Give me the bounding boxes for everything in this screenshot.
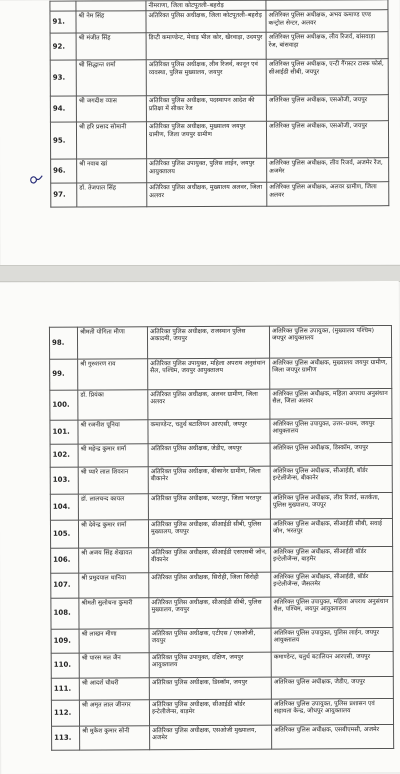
serial-number: 111. — [51, 678, 79, 700]
officer-name: श्री मुकेश कुमार सोनी — [80, 726, 150, 750]
officer-name: श्री रजनीश पूनिया — [78, 420, 148, 444]
current-posting: अतिरिक्त पुलिस अधीक्षक, मुख्यालय अलवर, जिला अलवर — [147, 183, 267, 208]
serial-number: 102. — [50, 444, 78, 467]
current-posting: अतिरिक्त पुलिस अधीक्षक, भरतपुर, जिला भरतपुर — [148, 493, 270, 520]
serial-number: 101. — [50, 420, 78, 444]
table-row — [51, 182, 389, 207]
new-posting: अतिरिक्त पुलिस अधीक्षक, लीव रिजर्व, अजमेर रेंज, अजमेर — [267, 158, 389, 183]
officer-name: डॉ. प्रियंका — [78, 390, 148, 420]
current-posting: अतिरिक्त पुलिस अधीक्षक, सीआईडी सीबी, पुलिस मुख्यालय, जयपुर — [148, 519, 270, 548]
current-posting: अतिरिक्त पुलिस अधीक्षक, जेडीए, जयपुर — [148, 443, 270, 467]
table-row — [50, 95, 388, 122]
current-posting: अतिरिक्त पुलिस अधीक्षक, लीव रिजर्व, कानून एवं व्यवस्था, पुलिस मुख्यालय, जयपुर — [146, 60, 266, 97]
new-posting: अतिरिक्त पुलिस अधीक्षक, एन्टी गैंगस्टर टास्क फोर्स, सीआईडी सीबी, जयपुर — [266, 59, 388, 96]
new-posting: अतिरिक्त पुलिस अधीक्षक, मुख्यालय जयपुर ग्रामीण, जिला जयपुर ग्रामीण — [270, 357, 392, 389]
handwritten-mark — [28, 173, 44, 187]
new-posting: अतिरिक्त पुलिस अधीक्षक, एसबीएमसी, अजमेर — [272, 724, 394, 749]
table-row — [50, 357, 392, 390]
current-posting: कमाण्डेन्ट, चतुर्थ बटालियन आरएसी, जयपुर — [148, 419, 270, 444]
new-posting: अतिरिक्त पुलिस उपायुक्त, पुलिस प्रशासन एवं सहायता केन्द्र, जोधपुर आयुक्तालय — [271, 698, 393, 725]
table-row — [50, 518, 392, 548]
serial-number: 99. — [50, 359, 78, 390]
table-row — [51, 676, 393, 700]
officer-name: श्री अमृत लाल जीनगर — [79, 700, 149, 726]
transfer-table-2 — [49, 325, 394, 751]
current-posting: अतिरिक्त पुलिस उपायुक्त, महिला अपराध अनुसंधान सैल, पश्चिम, जयपुर आयुक्तालय — [148, 358, 270, 390]
new-posting: अतिरिक्त पुलिस अधीक्षक, डिस्कॉम, जयपुर — [270, 442, 392, 466]
serial-number: 110. — [51, 653, 79, 678]
new-posting: अतिरिक्त पुलिस अधीक्षक, लीव रिजर्व, बांसवाड़ा रेंज, बांसवाड़ा — [266, 32, 388, 60]
serial-number: 108. — [51, 598, 79, 629]
current-posting: अतिरिक्त पुलिस अधीक्षक, मुख्यालय जयपुर ग्रामीण, जिला जयपुर ग्रामीण — [146, 122, 266, 160]
new-posting: अतिरिक्त पुलिस अधीक्षक, एसओजी, जयपुर — [266, 121, 388, 159]
serial-number: 91. — [50, 11, 76, 33]
current-posting: अतिरिक्त पुलिस अधीक्षक, डिस्कॉम, जयपुर — [149, 677, 271, 700]
officer-name: श्री महेन्द्र कुमार शर्मा — [78, 444, 148, 467]
officer-name: श्रीमती योगिता मीणा — [77, 327, 147, 359]
current-posting: अतिरिक्त पुलिस उपायुक्त, दक्षिण, जयपुर आयुक्तालय — [149, 652, 271, 678]
serial-number: 96. — [51, 159, 77, 183]
new-posting: अतिरिक्त पुलिस अधीक्षक, सीआईडी, बॉर्डर इन्टेलीजेन्स, जैसलमेर — [271, 571, 393, 597]
table-row — [51, 651, 393, 678]
officer-name: श्री जगदीश व्यास — [76, 96, 146, 122]
table-row — [49, 325, 391, 359]
officer-name: श्रीमती सुलोचना कुमारी — [79, 598, 149, 629]
serial-number: 94. — [50, 96, 76, 122]
officer-name: श्री प्यारे लाल शिवरान — [78, 467, 148, 494]
serial-number: 104. — [50, 494, 78, 520]
new-posting: अतिरिक्त पुलिस अधीक्षक, महिला अपराध अनुसंधान सैल, जिला अलवर — [270, 388, 392, 419]
new-posting: अतिरिक्त पुलिस अधीक्षक, अभय कमाण्ड एण्ड कन्ट्रोल सेन्टर, अलवर — [266, 10, 388, 33]
serial-number: 103. — [50, 467, 78, 494]
current-posting: नीमराणा, जिला कोटपूतली–बहरोड़ — [146, 0, 266, 11]
serial-number: 97. — [51, 183, 77, 207]
officer-name: श्री पारस मल जैन — [79, 653, 149, 678]
officer-name: श्री प्रमुदयाल धानिया — [79, 573, 149, 598]
table-row — [51, 627, 393, 653]
table-row — [51, 546, 393, 573]
current-posting: अतिरिक्त पुलिस अधीक्षक, एटीएस / एसओजी, जयपुर — [149, 628, 271, 653]
current-posting: अतिरिक्त पुलिस अधीक्षक, सीआईडी एसएसबी जोन, बीकानेर — [149, 547, 271, 573]
new-posting: अतिरिक्त पुलिस अधीक्षक, जेडीए, जयपुर — [271, 676, 393, 699]
officer-name: डॉ. तेजपाल सिंह — [77, 183, 147, 207]
new-posting: अतिरिक्त पुलिस अधीक्षक, अलवर ग्रामीण, जिला अलवर — [267, 182, 389, 207]
serial-number: 107. — [51, 573, 79, 598]
officer-name: डॉ. लालचन्द कायल — [78, 494, 148, 520]
officer-name: श्री अजय सिंह शेखावत — [79, 548, 149, 573]
new-posting: अतिरिक्त पुलिस अधीक्षक, एसओजी, जयपुर — [266, 95, 388, 122]
officer-name: श्री सिद्धान्त शर्मा — [76, 60, 146, 96]
table-row — [50, 418, 392, 444]
serial-number: 112. — [51, 700, 79, 726]
current-posting: अतिरिक्त पुलिस अधीक्षक, सिरोही, जिला सिरोही — [149, 572, 271, 598]
table-row — [50, 10, 388, 33]
current-posting: अतिरिक्त पुलिस अधीक्षक, पदस्थापन आदेश की प्रतिक्षा में सीकर रेंज — [146, 96, 266, 123]
document-page-1 — [0, 0, 400, 266]
document-page-2 — [0, 281, 400, 774]
current-posting: अतिरिक्त पुलिस अधीक्षक, राजस्थान पुलिस अकादमी, जयपुर — [147, 326, 269, 359]
serial-number — [50, 1, 76, 12]
new-posting: अतिरिक्त पुलिस अधीक्षक, सीआईडी बॉर्डर इन्टेलीजेन्स, बाड़मेर — [271, 546, 393, 572]
table-row — [50, 32, 388, 60]
table-row — [50, 121, 388, 159]
serial-number: 105. — [50, 520, 78, 548]
new-posting: कमाण्डेन्ट, चतुर्थ बटालियन आरएसी, जयपुर — [271, 651, 393, 677]
current-posting: अतिरिक्त पुलिस उपायुक्त, पुलिस लाईन, जयपुर आयुक्तालय — [147, 159, 267, 184]
serial-number: 109. — [51, 629, 79, 653]
new-posting: अतिरिक्त पुलिस अधीक्षक, सीआईडी सीबी, सवाई जोन, भरतपुर — [270, 518, 392, 547]
new-posting: अतिरिक्त पुलिस अधीक्षक, लीव रिजर्व, सतर्कता, पुलिस मुख्यालय, जयपुर — [270, 492, 392, 519]
officer-name: श्री देवेन्द्र कुमार शर्मा — [78, 520, 148, 548]
new-posting: अतिरिक्त पुलिस उपायुक्त, उत्तर–प्रथम, जयपुर आयुक्तालय — [270, 418, 392, 443]
officer-name: श्री हरि प्रसाद सोमानी — [76, 122, 146, 159]
table-row — [51, 698, 393, 726]
serial-number: 106. — [51, 548, 79, 573]
new-posting: अतिरिक्त पुलिस उपायुक्त, पुलिस लाईन, जयपुर आयुक्तालय — [271, 627, 393, 652]
officer-name: श्री गुरुशरण राव — [78, 359, 148, 390]
table-row — [52, 724, 394, 750]
new-posting: अतिरिक्त पुलिस उपायुक्त, (मुख्यालय पश्चिम) जयपुर आयुक्तालय — [269, 325, 391, 358]
current-posting: अतिरिक्त पुलिस अधीक्षक, बीकानेर ग्रामीण, जिला बीकानेर — [148, 466, 270, 494]
table-row — [51, 571, 393, 598]
officer-name — [76, 1, 146, 12]
serial-number: 95. — [50, 122, 76, 159]
officer-name: श्री मंजीत सिंह — [76, 33, 146, 60]
officer-name: श्री आदर्श चौधरी — [79, 678, 149, 700]
current-posting: अतिरिक्त पुलिस अधीक्षक, अलवर ग्रामीण, जिला अलवर — [148, 389, 270, 420]
table-row — [50, 442, 392, 467]
officer-name: श्री लाखन मीणा — [79, 629, 149, 653]
table-row — [50, 388, 392, 420]
serial-number: 98. — [49, 327, 77, 359]
table-row — [51, 596, 393, 629]
current-posting: अतिरिक्त पुलिस अधीक्षक, सीआईडी बॉर्डर इन्टेलीजेन्स, बाड़मेर — [149, 699, 271, 726]
serial-number: 93. — [50, 60, 76, 96]
serial-number: 92. — [50, 33, 76, 60]
serial-number: 113. — [52, 726, 80, 750]
new-posting: अतिरिक्त पुलिस उपायुक्त, महिला अपराध अनुसंधान सैल, पश्चिम, जयपुर आयुक्तालय — [271, 596, 393, 628]
table-row — [50, 59, 388, 96]
new-posting: अतिरिक्त पुलिस अधीक्षक, सीआईडी, बॉर्डर इन्टेलीजेन्स, बीकानेर — [270, 465, 392, 493]
transfer-table-1 — [49, 0, 389, 208]
table-row — [51, 158, 389, 183]
page-gap — [0, 265, 400, 282]
serial-number: 100. — [50, 390, 78, 420]
current-posting: अतिरिक्त पुलिस अधीक्षक, एसओजी मुख्यालय, अजमेर — [150, 725, 272, 750]
current-posting: डिप्टी कमाण्डेन्ट, मेवाड़ भील कोर, खैरवाड़ा, उदयपुर — [146, 33, 266, 61]
new-posting — [266, 0, 388, 11]
current-posting: अतिरिक्त पुलिस अधीक्षक, सीआईडी सीबी, पुलिस मुख्यालय, जयपुर — [149, 597, 271, 629]
officer-name: श्री नेम सिंह — [76, 11, 146, 33]
officer-name: श्री नवाब खां — [77, 159, 147, 183]
table-row — [50, 465, 392, 494]
table-row — [50, 492, 392, 520]
current-posting: अतिरिक्त पुलिस अधीक्षक, जिला कोटपूतली–बहरोड़ — [146, 11, 266, 34]
